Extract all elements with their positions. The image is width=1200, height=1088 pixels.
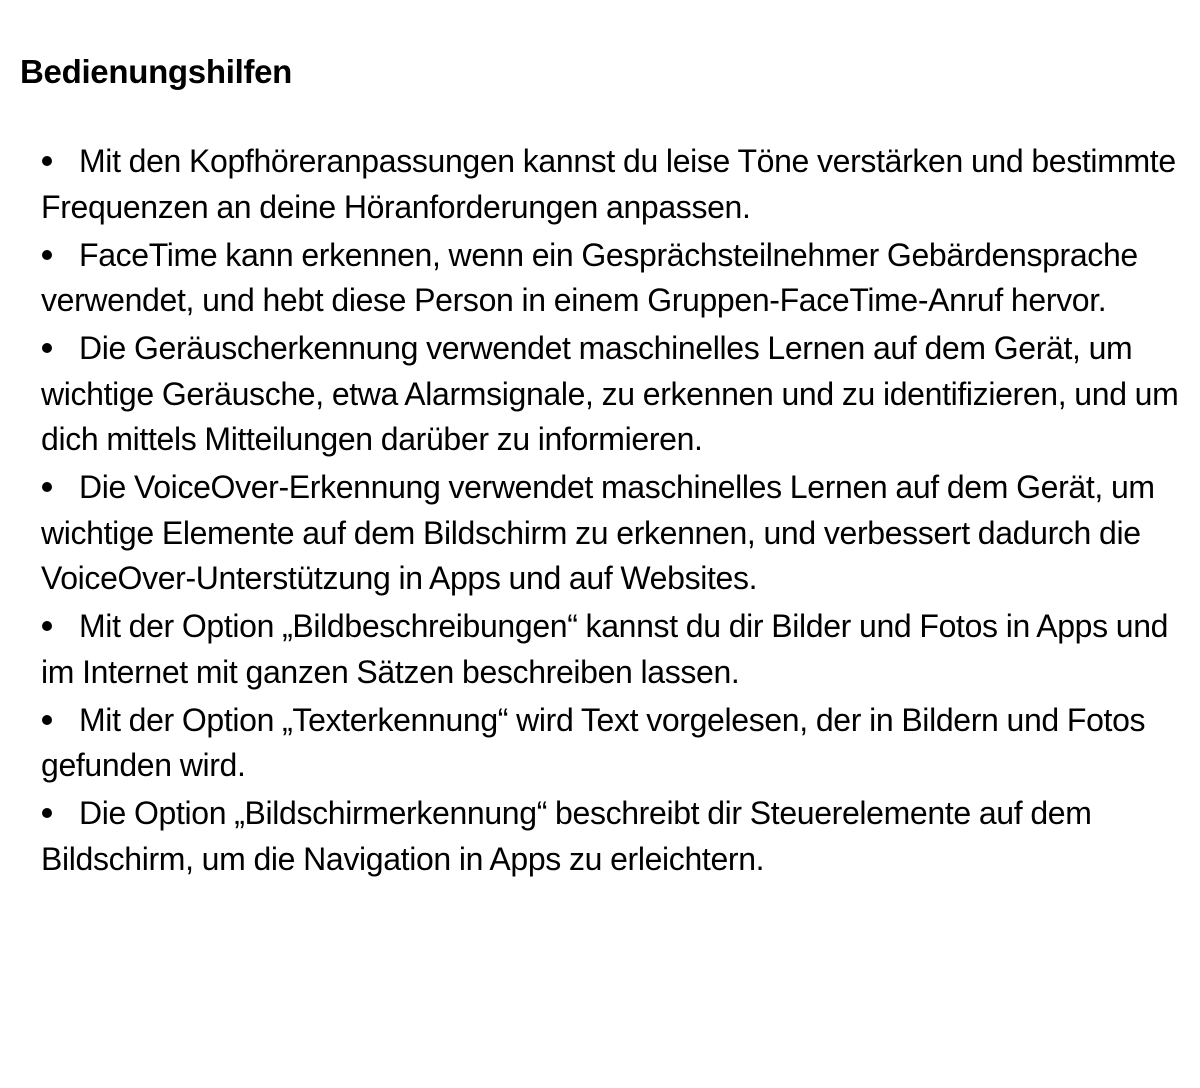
list-item xyxy=(20,791,1180,882)
list-item-text: Mit der Option „Bildbeschreibungen“ kannst du dir Bilder und Fotos in Apps und im Internet mit ganzen Sätzen beschreiben lassen. xyxy=(41,608,1169,690)
list-item xyxy=(20,326,1180,463)
list-item-text: FaceTime kann erkennen, wenn ein Gesprächsteilnehmer Gebärdensprache verwendet, und hebt diese Person in einem Gruppen-FaceTime-Anruf hervor. xyxy=(41,236,1138,318)
list-item xyxy=(20,465,1180,602)
list-item-text: Die Geräuscherkennung verwendet maschinelles Lernen auf dem Gerät, um wichtige Geräusche, etwa Alarmsignale, zu erkennen und zu identifizieren, und um dich mittels Mitteilungen darüber zu informieren. xyxy=(41,330,1179,457)
list-item-text: Die Option „Bildschirmerkennung“ beschreibt dir Steuerelemente auf dem Bildschirm, um die Navigation in Apps zu erleichtern. xyxy=(41,795,1092,877)
list-item-text: Mit den Kopfhöreranpassungen kannst du leise Töne verstärken und bestimmte Frequenzen an deine Höranforderungen anpassen. xyxy=(41,143,1176,225)
list-item xyxy=(20,233,1180,324)
section-heading: Bedienungshilfen xyxy=(20,53,293,90)
list-item-text: Mit der Option „Texterkennung“ wird Text vorgelesen, der in Bildern und Fotos gefunden wird. xyxy=(41,701,1146,783)
list-item xyxy=(20,139,1180,230)
feature-list xyxy=(20,139,1180,882)
list-item xyxy=(20,604,1180,695)
list-item-text: Die VoiceOver-Erkennung verwendet maschinelles Lernen auf dem Gerät, um wichtige Elemente auf dem Bildschirm zu erkennen, und verbessert dadurch die VoiceOver-Unterstützung in Apps und auf Websites. xyxy=(41,469,1155,596)
list-item xyxy=(20,698,1180,789)
